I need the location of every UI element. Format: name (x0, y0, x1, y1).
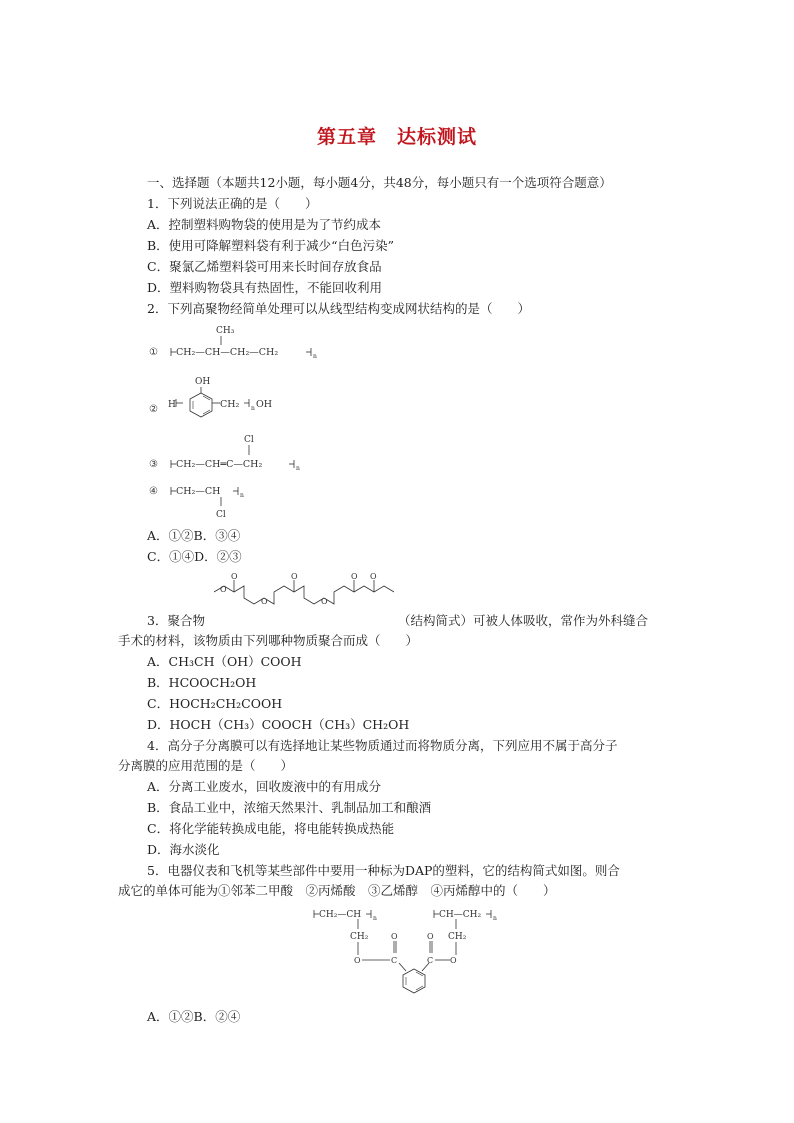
s2-n: n (251, 405, 255, 412)
q3-stem-b: （结构简式）可被人体吸收，常作为外科缝合 (398, 613, 649, 628)
s2-oh: OH (195, 377, 211, 387)
s1-formula: CH₂—CH—CH₂—CH₂ (176, 347, 279, 358)
q5-left-c: C (391, 956, 398, 965)
s1-label: ① (149, 347, 158, 358)
q5-right-o: O (450, 956, 457, 965)
q4-stem-a: 4．高分子分离膜可以有选择地让某些物质通过而将物质分离，下列应用不属于高分子 (147, 738, 618, 753)
q3-o-6: O (351, 572, 358, 581)
benzene-ring-icon (190, 393, 212, 417)
q3-stem-a: 3．聚合物 (147, 613, 205, 628)
q5-right-co: O (427, 932, 434, 941)
q4-option-d: D．海水淡化 (147, 842, 220, 857)
q3-polymer-structure (212, 570, 402, 614)
s4-formula: CH₂—CH (176, 486, 221, 497)
section-heading: 一、选择题（本题共12小题，每小题4分，共48分，每小题只有一个选项符合题意） (147, 175, 612, 190)
q5-left-chain: CH₂—CH (319, 910, 362, 920)
q4-option-a: A．分离工业废水，回收废液中的有用成分 (147, 779, 382, 794)
q2-structure-2 (146, 370, 296, 426)
q5-left-o: O (354, 956, 361, 965)
q3-option-d: D．HOCH（CH₃）COOCH（CH₃）CH₂OH (147, 717, 410, 732)
s1-n: n (313, 353, 317, 360)
q5-left-co: O (391, 932, 398, 941)
q3-stem-c: 手术的材料，该物质由下列哪种物质聚合而成（ ） (118, 633, 419, 648)
q3-o-7: O (370, 572, 377, 581)
s4-label: ④ (149, 486, 158, 497)
q5-right-c: C (427, 956, 434, 965)
q5-right-chain: CH—CH₂ (439, 910, 482, 920)
s3-n: n (296, 465, 300, 472)
q4-option-b: B．食品工业中，浓缩天然果汁、乳制品加工和酿酒 (147, 800, 432, 815)
q2-stem: 2．下列高聚物经简单处理可以从线型结构变成网状结构的是（ ） (147, 301, 530, 316)
q1-option-b: B．使用可降解塑料袋有利于减少“白色污染” (147, 238, 394, 253)
q4-option-c: C．将化学能转换成电能，将电能转换成热能 (147, 821, 395, 836)
s2-h: H (168, 400, 176, 410)
q5-stem-b: 成它的单体可能为①邻苯二甲酸 ②丙烯酸 ③乙烯醇 ④丙烯醇中的（ ） (118, 883, 556, 898)
q2-structure-1 (146, 320, 326, 362)
s4-substituent: Cl (216, 510, 226, 520)
s3-label: ③ (149, 459, 158, 470)
q1-option-c: C．聚氯乙烯塑料袋可用来长时间存放食品 (147, 259, 382, 274)
q3-o-4: O (291, 572, 298, 581)
q5-right-ch2: CH₂ (448, 932, 467, 942)
q3-o-1: O (220, 585, 227, 594)
q5-stem-a: 5．电器仪表和飞机等某些部件中要用一种标为DAP的塑料，它的结构简式如图。则合 (147, 863, 620, 878)
q3-option-a: A．CH₃CH（OH）COOH (147, 654, 302, 669)
chapter-title: 第五章 达标测试 (316, 126, 477, 148)
q5-right-n: n (493, 915, 497, 922)
s3-substituent: Cl (244, 435, 254, 445)
q3-o-2: O (231, 572, 238, 581)
q2-options-ab: A．①②B．③④ (147, 528, 241, 543)
q3-option-b: B．HCOOCH₂OH (147, 675, 257, 690)
q1-option-d: D．塑料购物袋具有热固性，不能回收利用 (147, 280, 383, 295)
q5-left-ch2: CH₂ (350, 932, 369, 942)
q2-structure-4 (146, 478, 266, 524)
q3-option-c: C．HOCH₂CH₂COOH (147, 696, 283, 711)
s3-formula: CH₂—CH═C—CH₂ (176, 459, 263, 470)
q5-dap-structure (310, 903, 510, 999)
s1-substituent: CH₃ (216, 326, 235, 336)
s4-n: n (240, 492, 244, 499)
q5-left-n: n (373, 915, 377, 922)
s2-end: OH (256, 399, 273, 410)
q2-options-cd: C．①④D．②③ (147, 549, 242, 564)
q5-options-ab: A．①②B．②④ (147, 1009, 241, 1024)
q1-option-a: A．控制塑料购物袋的使用是为了节约成本 (147, 217, 382, 232)
q1-stem: 1．下列说法正确的是（ ） (147, 196, 318, 211)
q4-stem-b: 分离膜的应用范围的是（ ） (118, 758, 294, 773)
s2-tail: CH₂ (220, 399, 240, 410)
q2-structure-3 (146, 430, 316, 472)
q3-o-3: O (261, 597, 268, 606)
q3-o-5: O (321, 597, 328, 606)
s2-label: ② (149, 404, 158, 415)
